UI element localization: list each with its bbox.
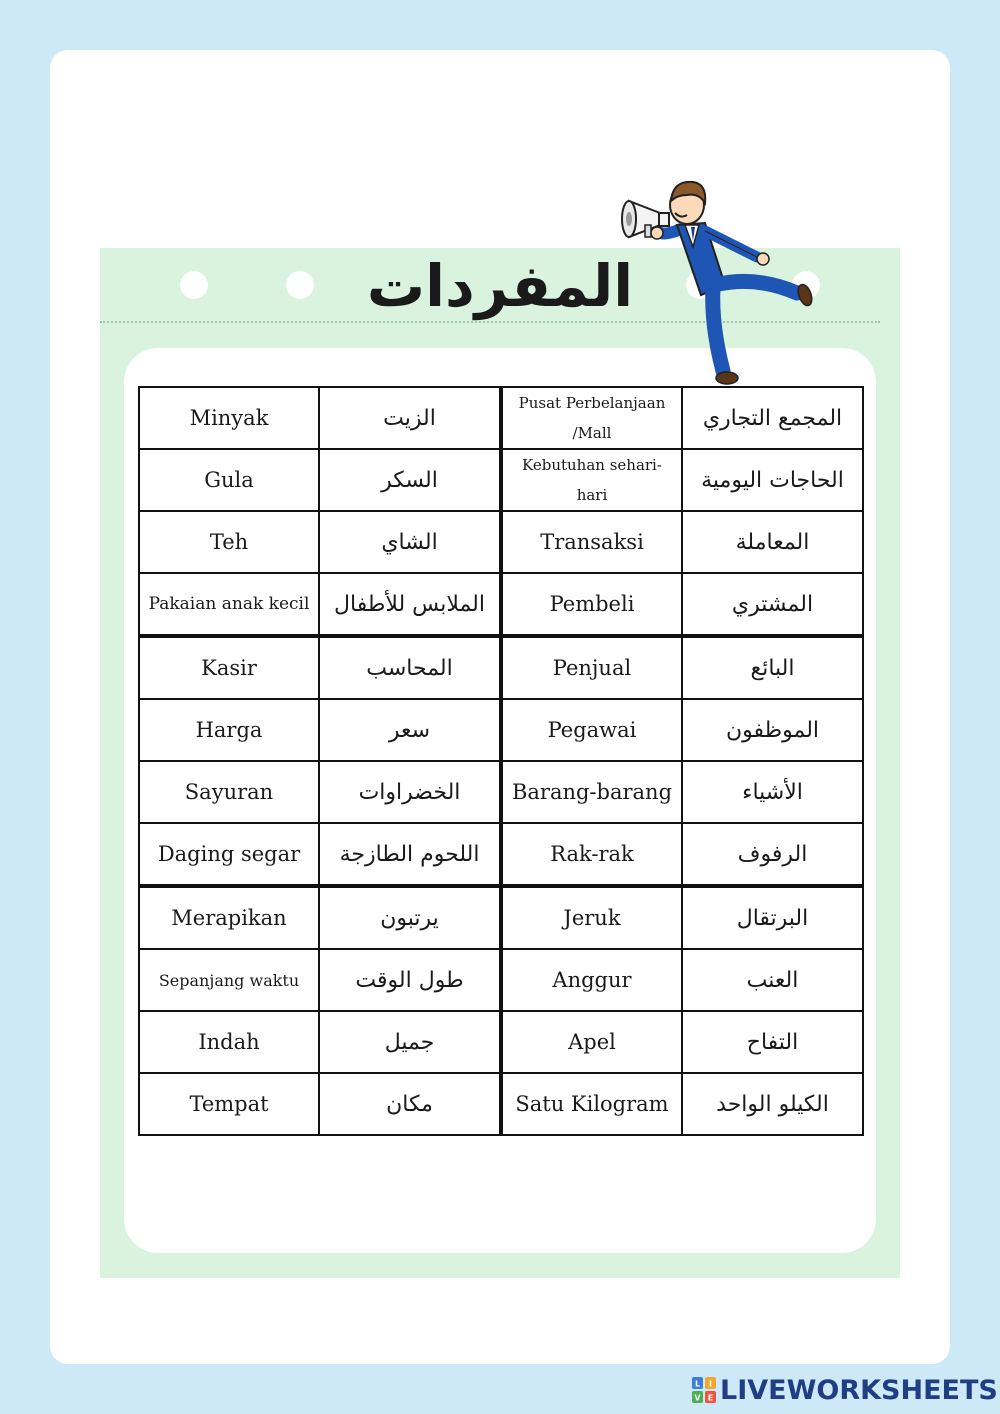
svg-text:I: I	[709, 1379, 712, 1389]
arabic-cell: التفاح	[682, 1011, 863, 1073]
brand-name: LIVEWORKSHEETS	[720, 1374, 998, 1406]
vocabulary-table	[138, 386, 864, 1136]
arabic-cell: الأشياء	[682, 761, 863, 823]
latin-cell: Teh	[139, 511, 319, 573]
arabic-cell: الشاي	[319, 511, 501, 573]
table-row	[139, 886, 863, 949]
arabic-cell: يرتبون	[319, 886, 501, 949]
latin-cell: Kebutuhan sehari-hari	[501, 449, 682, 511]
arabic-cell: الملابس للأطفال	[319, 573, 501, 636]
svg-text:L: L	[694, 1379, 701, 1389]
latin-cell: Merapikan	[139, 886, 319, 949]
arabic-cell: الرفوف	[682, 823, 863, 886]
arabic-cell: الموظفون	[682, 699, 863, 761]
arabic-cell: العنب	[682, 949, 863, 1011]
liveworksheets-brand	[692, 1374, 998, 1406]
latin-cell: Rak-rak	[501, 823, 682, 886]
latin-cell: Sayuran	[139, 761, 319, 823]
latin-cell: Apel	[501, 1011, 682, 1073]
latin-cell: Penjual	[501, 636, 682, 699]
latin-cell: Transaksi	[501, 511, 682, 573]
latin-cell: Pakaian anak kecil	[139, 573, 319, 636]
latin-cell: Barang-barang	[501, 761, 682, 823]
table-row	[139, 761, 863, 823]
arabic-cell: جميل	[319, 1011, 501, 1073]
arabic-cell: الحاجات اليومية	[682, 449, 863, 511]
latin-cell: Daging segar	[139, 823, 319, 886]
table-row	[139, 1011, 863, 1073]
latin-cell: Indah	[139, 1011, 319, 1073]
latin-cell: Satu Kilogram	[501, 1073, 682, 1135]
table-row	[139, 573, 863, 636]
arabic-cell: المحاسب	[319, 636, 501, 699]
latin-cell: Sepanjang waktu	[139, 949, 319, 1011]
table-row	[139, 449, 863, 511]
arabic-cell: اللحوم الطازجة	[319, 823, 501, 886]
man-with-megaphone-icon	[615, 175, 820, 390]
arabic-cell: المشتري	[682, 573, 863, 636]
page-title: المفردات	[366, 252, 634, 320]
latin-cell: Pusat Perbelanjaan /Mall	[501, 387, 682, 449]
latin-cell: Harga	[139, 699, 319, 761]
table-row	[139, 511, 863, 573]
arabic-cell: البرتقال	[682, 886, 863, 949]
table-row	[139, 1073, 863, 1135]
arabic-cell: المعاملة	[682, 511, 863, 573]
latin-cell: Jeruk	[501, 886, 682, 949]
arabic-cell: الزيت	[319, 387, 501, 449]
latin-cell: Gula	[139, 449, 319, 511]
arabic-cell: المجمع التجاري	[682, 387, 863, 449]
table-row	[139, 387, 863, 449]
binder-hole	[180, 271, 208, 299]
latin-cell: Pegawai	[501, 699, 682, 761]
table-row	[139, 699, 863, 761]
table-row	[139, 636, 863, 699]
arabic-cell: سعر	[319, 699, 501, 761]
arabic-cell: مكان	[319, 1073, 501, 1135]
arabic-cell: السكر	[319, 449, 501, 511]
latin-cell: Minyak	[139, 387, 319, 449]
arabic-cell: الكيلو الواحد	[682, 1073, 863, 1135]
liveworksheets-logo-icon	[692, 1377, 716, 1403]
latin-cell: Pembeli	[501, 573, 682, 636]
arabic-cell: طول الوقت	[319, 949, 501, 1011]
arabic-cell: الخضراوات	[319, 761, 501, 823]
latin-cell: Tempat	[139, 1073, 319, 1135]
latin-cell: Kasir	[139, 636, 319, 699]
svg-text:E: E	[707, 1393, 714, 1403]
svg-text:V: V	[694, 1393, 701, 1403]
table-row	[139, 823, 863, 886]
binder-hole	[286, 271, 314, 299]
table-row	[139, 949, 863, 1011]
arabic-cell: البائع	[682, 636, 863, 699]
latin-cell: Anggur	[501, 949, 682, 1011]
